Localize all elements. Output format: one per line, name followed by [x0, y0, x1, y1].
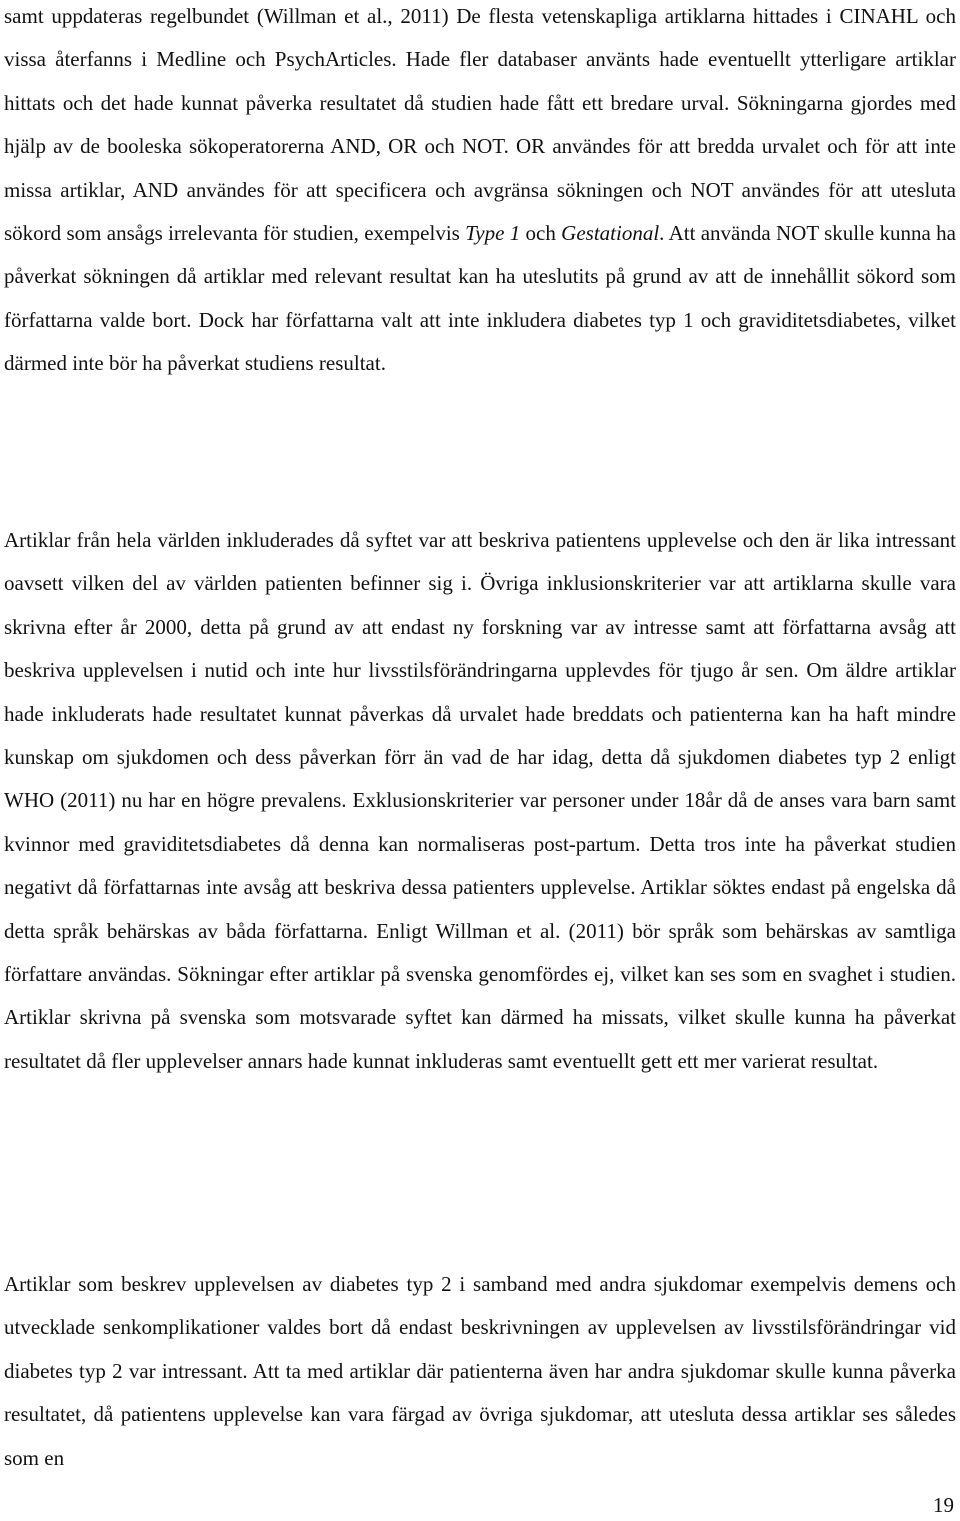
- body-paragraph-exclusion: Artiklar som beskrev upplevelsen av diabetes typ 2 i samband med andra sjukdomar exempelvis demens och utvecklade senkomplikationer valdes bort då endast beskrivningen av upplevelsen av livsstilsförändringar vid diabetes typ 2 var intressant. Att ta med artiklar där patienterna även har andra sjukdomar skulle kunna påverka resultatet, då patientens upplevelse kan vara färgad av övriga sjukdomar, att utesluta dessa artiklar ses således som en: [4, 1272, 956, 1470]
- italic-term-type-1: Type 1: [465, 221, 521, 246]
- body-paragraph-inclusion-criteria: Artiklar från hela världen inkluderades då syftet var att beskriva patientens upplevelse och den är lika intressant oavsett vilken del av världen patienten befinner sig i. Övriga inklusionskriterier var att artiklarna skulle vara skrivna efter år 2000, detta på grund av att endast ny forskning var av intresse samt att författarna avsåg att beskriva upplevelsen i nutid och inte hur livsstilsförändringarna upplevdes för tjugo år sen. Om äldre artiklar hade inkluderats hade resultatet kunnat påverkas då urvalet hade breddats och patienterna kan ha haft mindre kunskap om sjukdomen och dess påverkan förr än vad de har idag, detta då sjukdomen diabetes typ 2 enligt WHO (2011) nu har en högre prevalens. Exklusionskriterier var personer under 18år då de anses vara barn samt kvinnor med graviditetsdiabetes då denna kan normaliseras post-partum. Detta tros inte ha påverkat studien negativt då författarnas inte avsåg att beskriva dessa patienters upplevelse. Artiklar söktes endast på engelska då detta språk behärskas av båda författarna. Enligt Willman et al. (2011) bör språk som behärskas av samtliga författare användas. Sökningar efter artiklar på svenska genomfördes ej, vilket kan ses som en svaghet i studien. Artiklar skrivna på svenska som motsvarade syftet kan därmed ha missats, vilket skulle kunna ha påverkat resultatet då fler upplevelser annars hade kunnat inkluderas samt eventuellt gett ett mer varierat resultat.: [4, 528, 956, 1073]
- italic-term-gestational: Gestational: [561, 221, 660, 246]
- body-paragraph-search-strategy: [4, 0, 956, 386]
- page-number: 19: [933, 1493, 954, 1517]
- paragraph-text: och: [520, 221, 562, 246]
- paragraph-text: samt uppdateras regelbundet (Willman et al., 2011) De flesta vetenskapliga artiklarna hittades i CINAHL och vissa återfanns i Medline och PsychArticles. Hade fler databaser använts hade eventuellt ytterligare artiklar hittats och det hade kunnat påverka resultatet då studien hade fått ett bredare urval. Sökningarna gjordes med hjälp av de booleska sökoperatorerna AND, OR och NOT. OR användes för att bredda urvalet och för att inte missa artiklar, AND användes för att specificera och avgränsa sökningen och NOT användes för att utesluta sökord som ansågs irrelevanta för studien, exempelvis: [4, 4, 956, 246]
- paragraph-text: . Att använda NOT skulle kunna ha påverkat sökningen då artiklar med relevant resultat kan ha uteslutits på grund av att de innehållit sökord som författarna valde bort. Dock har författarna valt att inte inkludera diabetes typ 1 och graviditetsdiabetes, vilket därmed inte bör ha påverkat studiens resultat.: [4, 221, 957, 376]
